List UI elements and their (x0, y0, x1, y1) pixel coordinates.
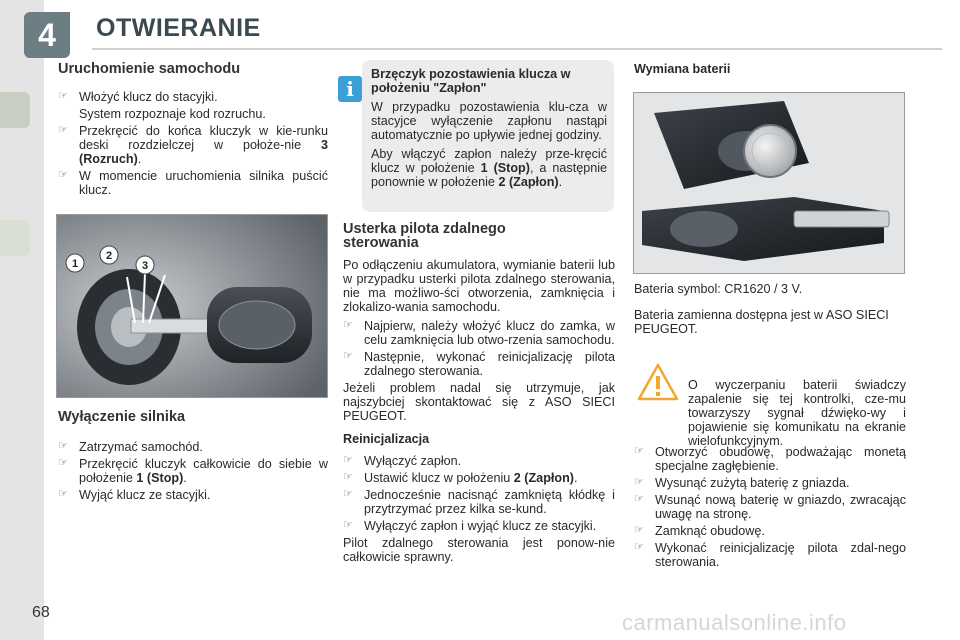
page-title: OTWIERANIE (96, 14, 261, 42)
battery-heading: Wymiana baterii (634, 62, 731, 76)
fault-section (343, 222, 615, 569)
stop-step-3: ☞ Wyjąć klucz ze stacyjki. (58, 488, 328, 502)
battery-step-1: ☞ Otworzyć obudowę, podważając monetą specjalne zagłębienie. (634, 445, 906, 473)
start-step-1: ☞ Włożyć klucz do stacyjki. (58, 90, 328, 104)
warning-text-wrap (688, 378, 906, 453)
battery-step-5: ☞ Wykonać reinicjalizację pilota zdal-nego sterowania. (634, 541, 906, 569)
battery-step-2: ☞ Wysunąć zużytą baterię z gniazda. (634, 476, 906, 490)
battery-illustration (634, 93, 904, 273)
battery-step-4: ☞ Zamknąć obudowę. (634, 524, 906, 538)
reinit-step-3: ☞ Jednocześnie nacisnąć zamkniętą kłódkę i przytrzymać przez kilka se-kund. (343, 488, 615, 516)
ignition-photo (56, 214, 328, 398)
reinit-step-1: ☞ Wyłączyć zapłon. (343, 454, 615, 468)
side-tab (0, 92, 30, 128)
battery-availability: Bateria zamienna dostępna jest w ASO SIECI PEUGEOT. (634, 308, 889, 336)
stop-heading: Wyłączenie silnika (58, 409, 186, 425)
start-heading: Uruchomienie samochodu (58, 61, 241, 77)
fault-step-2: ☞ Następnie, wykonać reinicjalizację pilota zdalnego sterowania. (343, 350, 615, 378)
info-para-2: Aby włączyć zapłon należy prze-kręcić klucz w położenie 1 (Stop), a następnie ponownie w położenie 2 (Zapłon). (371, 147, 608, 189)
svg-text:2: 2 (105, 250, 113, 262)
reinit-heading: Reinicjalizacja (343, 432, 430, 446)
battery-heading-wrap (634, 62, 906, 76)
warning-text: O wyczerpaniu baterii świadczy zapalenie się tej kontrolki, cze-mu towarzyszy sygnał dźwięko-wy i pojawienie się komunikatu na ekranie wielofunkcyjnym. (688, 378, 906, 448)
battery-steps (634, 445, 906, 572)
fault-heading: Usterka pilota zdalnego sterowania (343, 221, 506, 251)
svg-text:3: 3 (141, 260, 149, 272)
start-step-1-note: System rozpoznaje kod rozruchu. (79, 107, 266, 121)
svg-text:1: 1 (71, 258, 79, 270)
fault-para-2: Jeżeli problem nadal się utrzymuje, jak najszybciej skontaktować się z ASO SIECI PEUGEOT. (343, 381, 615, 423)
fault-step-1: ☞ Najpierw, należy włożyć klucz do zamka, w celu zamknięcia lub otwo-rzenia samochodu. (343, 319, 615, 347)
side-tab (0, 220, 30, 256)
ignition-position-2 (100, 246, 118, 264)
info-title: Brzęczyk pozostawienia klucza w położeniu "Zapłon" (371, 67, 571, 95)
page-number: 68 (32, 604, 50, 621)
stop-step-1: ☞ Zatrzymać samochód. (58, 440, 328, 454)
chapter-number: 4 (24, 12, 70, 58)
title-rule (92, 48, 942, 50)
battery-photo (633, 92, 905, 274)
watermark: carmanualsonline.info (622, 610, 847, 635)
reinit-step-4: ☞ Wyłączyć zapłon i wyjąć klucz ze stacyjki. (343, 519, 615, 533)
start-step-3: ☞ W momencie uruchomienia silnika puścić klucz. (58, 169, 328, 197)
battery-step-3: ☞ Wsunąć nową baterię w gniazdo, zwracając uwagę na stronę. (634, 493, 906, 521)
ignition-illustration (57, 215, 327, 397)
info-content (371, 67, 607, 194)
battery-info (634, 282, 906, 341)
reinit-step-2: ☞ Ustawić klucz w położeniu 2 (Zapłon). (343, 471, 615, 485)
ignition-position-3 (136, 256, 154, 274)
reinit-para: Pilot zdalnego sterowania jest ponow-nie całkowicie sprawny. (343, 536, 615, 564)
start-step-2: ☞ Przekręcić do końca kluczyk w kie-runku deski rozdzielczej w położe-nie 3 (Rozruch). (58, 124, 328, 166)
start-section (58, 62, 328, 200)
fault-para-1: Po odłączeniu akumulatora, wymianie baterii lub w przypadku usterki pilota zdalnego sterowania, nie ma możliwo-ści otworzenia, zamknięcia i zlokalizo-wania samochodu. (343, 258, 615, 314)
stop-step-2: ☞ Przekręcić kluczyk całkowicie do siebie w położenie 1 (Stop). (58, 457, 328, 485)
ignition-position-1 (66, 254, 84, 272)
info-para-1: W przypadku pozostawienia klu-cza w stacyjce wyłączenie zapłonu nastąpi automatycznie po upływie jednej godziny. (371, 100, 607, 142)
battery-symbol: Bateria symbol: CR1620 / 3 V. (634, 282, 803, 296)
info-icon: i (338, 76, 362, 102)
warning-icon (636, 362, 680, 407)
stop-section (58, 410, 328, 505)
